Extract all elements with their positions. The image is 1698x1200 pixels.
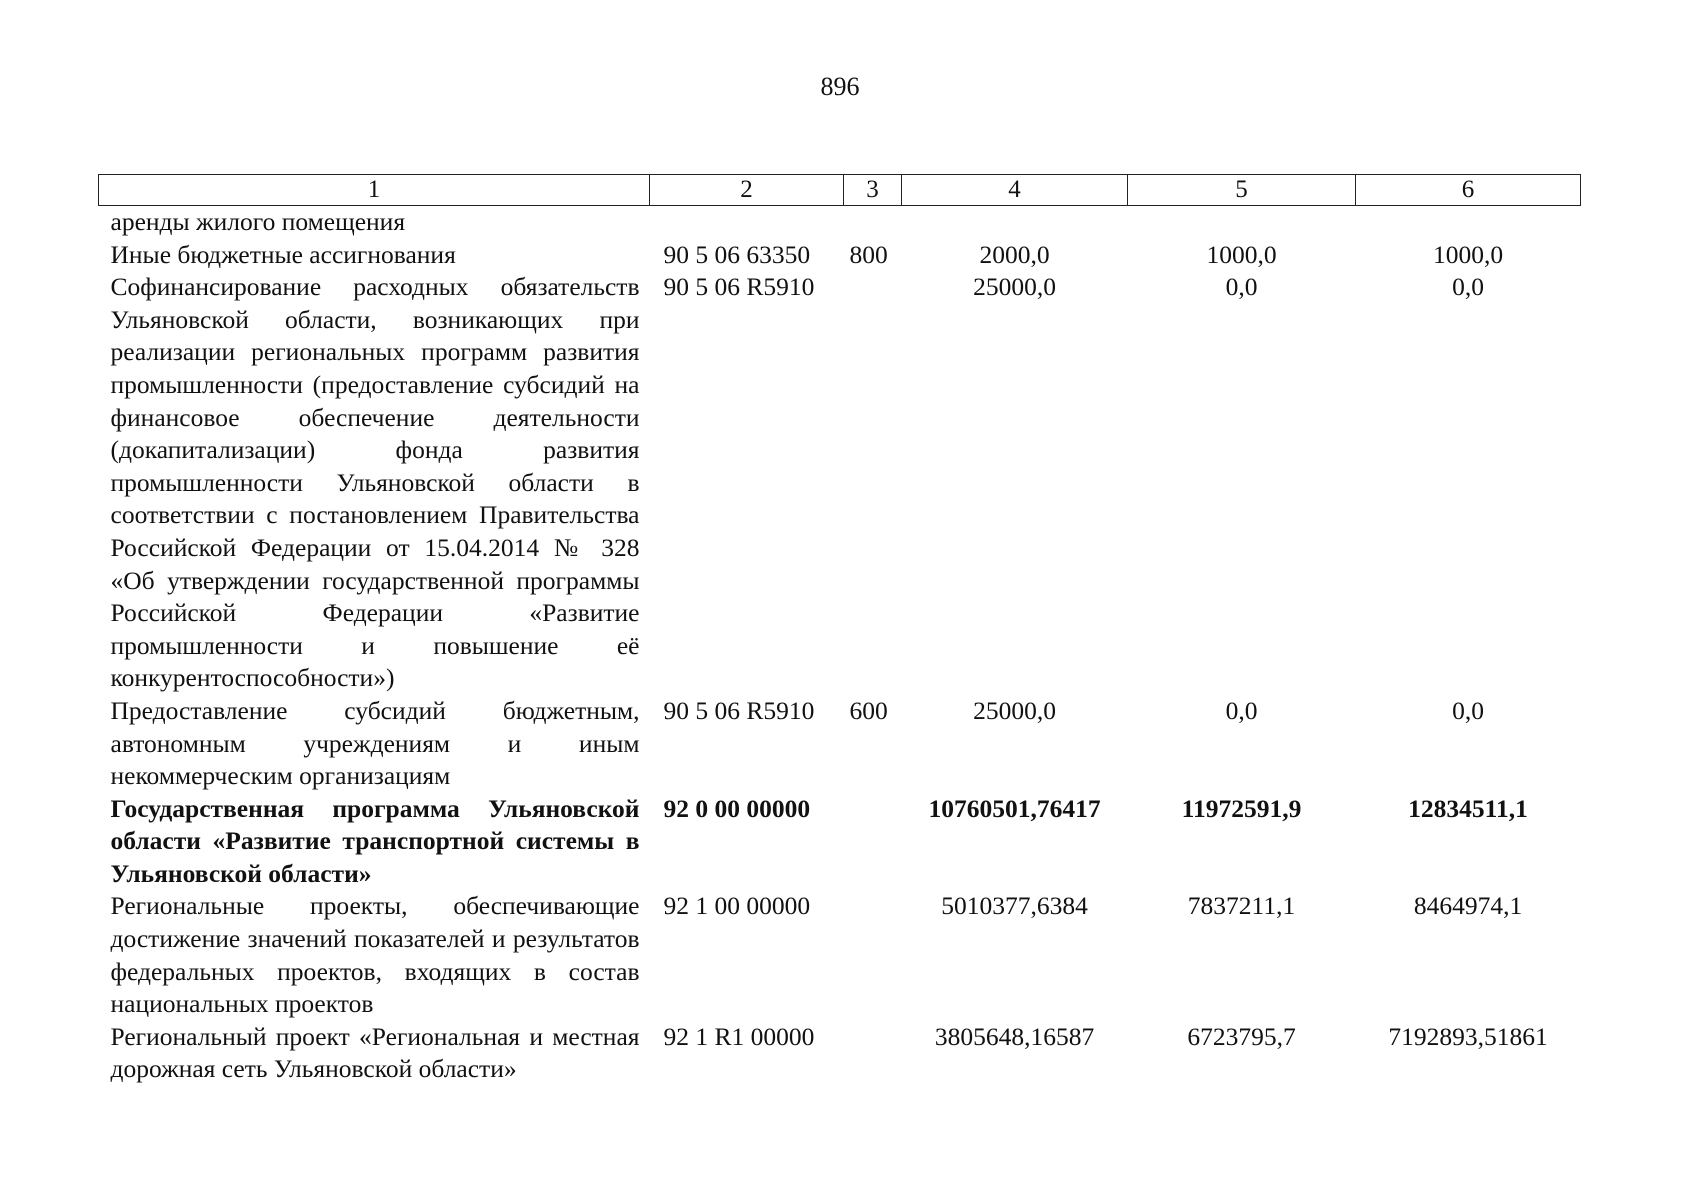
table-row-program — [99, 793, 1581, 891]
row-value-4 — [902, 206, 1128, 239]
table-row — [99, 239, 1581, 272]
row-value-5: 6723795,7 — [1187, 1021, 1296, 1051]
table-row — [99, 890, 1581, 1020]
row-name: Иные бюджетные ассигнования — [110, 239, 456, 269]
row-value-6: 8464974,1 — [1413, 891, 1523, 921]
table-header — [99, 175, 1581, 206]
header-col-1: 1 — [99, 175, 650, 206]
row-value-5: 0,0 — [1225, 695, 1258, 725]
row-code: 90 5 06 63350 — [663, 239, 811, 269]
row-name: Региональные проекты, обеспечивающие достижение значений показателей и результатов федеральных проектов, входящих в состав национальных проектов — [110, 891, 640, 1019]
row-code: 92 0 00 00000 — [663, 793, 811, 823]
table-row — [99, 695, 1581, 793]
row-kind — [844, 793, 902, 891]
row-value-5 — [1128, 206, 1356, 239]
header-row — [99, 175, 1581, 206]
row-value-4: 2000,0 — [979, 239, 1050, 269]
row-value-6: 7192893,51861 — [1388, 1021, 1548, 1051]
row-kind — [844, 890, 902, 1020]
row-code — [650, 206, 844, 239]
row-value-4: 25000,0 — [973, 272, 1056, 302]
row-value-5: 7837211,1 — [1187, 891, 1296, 921]
table-row — [99, 1021, 1581, 1086]
row-kind: 800 — [849, 239, 888, 269]
row-name: Региональный проект «Региональная и местная дорожная сеть Ульяновской области» — [110, 1021, 640, 1084]
row-value-6 — [1356, 206, 1581, 239]
row-value-6: 12834511,1 — [1408, 793, 1528, 823]
row-value-4: 25000,0 — [973, 695, 1056, 725]
row-name: аренды жилого помещения — [110, 207, 406, 236]
row-code: 92 1 00 00000 — [663, 891, 811, 921]
row-code: 90 5 06 R5910 — [663, 695, 815, 725]
row-kind — [844, 206, 902, 239]
row-name: Государственная программа Ульяновской области «Развитие транспортной системы в Ульяновской области» — [110, 793, 640, 888]
row-kind — [844, 271, 902, 695]
row-value-4: 5010377,6384 — [941, 891, 1088, 921]
table-row — [99, 271, 1581, 695]
header-col-6: 6 — [1356, 175, 1581, 206]
row-value-4: 10760501,76417 — [928, 793, 1101, 823]
row-value-6: 0,0 — [1452, 272, 1484, 302]
table-body — [99, 206, 1581, 1087]
row-value-5: 1000,0 — [1206, 239, 1277, 269]
row-kind — [844, 1021, 902, 1086]
table-row — [99, 206, 1581, 239]
row-kind: 600 — [849, 695, 888, 725]
row-code: 92 1 R1 00000 — [663, 1021, 815, 1051]
page-number: 896 — [820, 72, 860, 101]
row-value-6: 0,0 — [1452, 695, 1484, 725]
row-name: Софинансирование расходных обязательств Ульяновской области, возникающих при реализации региональных программ развития промышленности (предоставление субсидий на финансовое обеспечение деятельности (докапитализации) фонда развития промышленности Ульяновской области в соответствии с постановлением Правительства Российской Федерации от 15.04.2014 № 328 «Об утверждении государственной программы Российской Федерации «Развитие промышленности и повышение её конкурентоспособности») — [110, 272, 640, 693]
row-value-5: 11972591,9 — [1181, 793, 1302, 823]
header-col-2: 2 — [650, 175, 844, 206]
budget-table — [98, 174, 1581, 1086]
row-name: Предоставление субсидий бюджетным, автономным учреждениям и иным некоммерческим организациям — [110, 695, 640, 791]
header-col-4: 4 — [902, 175, 1128, 206]
row-value-4: 3805648,16587 — [934, 1021, 1095, 1051]
row-value-5: 0,0 — [1225, 272, 1258, 302]
header-col-5: 5 — [1128, 175, 1356, 206]
row-value-6: 1000,0 — [1432, 239, 1504, 269]
header-col-3: 3 — [844, 175, 902, 206]
budget-table-container — [98, 174, 1580, 1086]
row-code: 90 5 06 R5910 — [663, 272, 815, 302]
